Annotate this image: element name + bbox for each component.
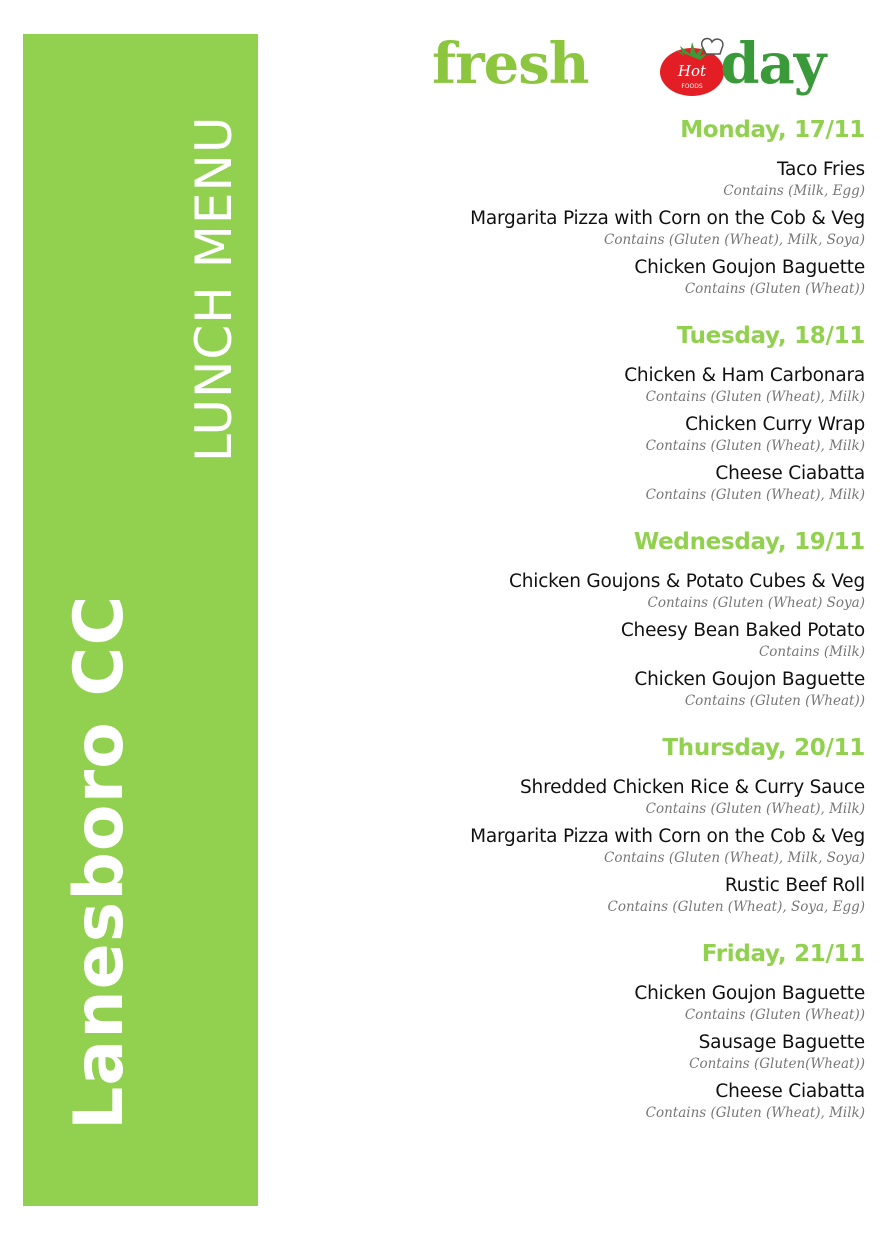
dish-name: Chicken Goujon Baguette	[634, 669, 865, 690]
dish-name: Taco Fries	[776, 159, 865, 180]
day-section	[345, 322, 865, 504]
weekly-menu	[345, 116, 865, 1146]
logo-word-today	[660, 32, 825, 96]
day-title: Wednesday, 19/11	[633, 529, 865, 555]
dish-name: Rustic Beef Roll	[724, 875, 865, 896]
dish-name: Chicken & Ham Carbonara	[624, 365, 865, 386]
club-name: Lanesboro CC	[60, 594, 139, 1130]
dish-name: Chicken Goujons & Potato Cubes & Veg	[509, 571, 865, 592]
dish-name: Chicken Curry Wrap	[685, 414, 865, 435]
dish-name: Cheese Ciabatta	[715, 1081, 865, 1102]
day-section	[345, 734, 865, 916]
dish-name: Margarita Pizza with Corn on the Cob & Veg	[470, 826, 865, 847]
allergen-info: Contains (Gluten(Wheat))	[689, 1056, 865, 1072]
day-section	[345, 940, 865, 1122]
day-section	[345, 116, 865, 298]
day-title: Thursday, 20/11	[662, 735, 865, 761]
allergen-info: Contains (Gluten (Wheat), Milk)	[645, 801, 865, 817]
allergen-info: Contains (Gluten (Wheat))	[684, 281, 865, 297]
allergen-info: Contains (Gluten (Wheat))	[684, 693, 865, 709]
dish-name: Margarita Pizza with Corn on the Cob & Veg	[470, 208, 865, 229]
allergen-info: Contains (Milk)	[758, 644, 865, 660]
allergen-info: Contains (Gluten (Wheat), Milk)	[645, 487, 865, 503]
day-title: Tuesday, 18/11	[676, 323, 865, 349]
logo-badge-foods: FOODS	[681, 83, 703, 90]
allergen-info: Contains (Milk, Egg)	[723, 183, 865, 199]
allergen-info: Contains (Gluten (Wheat))	[684, 1007, 865, 1023]
allergen-info: Contains (Gluten (Wheat), Soya, Egg)	[607, 899, 865, 915]
dish-name: Chicken Goujon Baguette	[634, 257, 865, 278]
dish-name: Sausage Baguette	[698, 1032, 865, 1053]
dish-name: Cheesy Bean Baked Potato	[620, 620, 865, 641]
day-title: Friday, 21/11	[701, 941, 865, 967]
logo-word-fresh: fresh	[432, 31, 589, 97]
lunch-menu-heading: LUNCH MENU	[185, 115, 243, 462]
allergen-info: Contains (Gluten (Wheat), Milk, Soya)	[603, 850, 865, 866]
allergen-info: Contains (Gluten (Wheat), Milk)	[645, 1105, 865, 1121]
allergen-info: Contains (Gluten (Wheat), Milk, Soya)	[603, 232, 865, 248]
allergen-info: Contains (Gluten (Wheat) Soya)	[647, 595, 865, 611]
logo-word-day: day	[720, 31, 826, 97]
dish-name: Cheese Ciabatta	[715, 463, 865, 484]
dish-name: Chicken Goujon Baguette	[634, 983, 865, 1004]
freshtoday-logo	[432, 32, 862, 100]
allergen-info: Contains (Gluten (Wheat), Milk)	[645, 438, 865, 454]
day-section	[345, 528, 865, 710]
dish-name: Shredded Chicken Rice & Curry Sauce	[520, 777, 865, 798]
day-title: Monday, 17/11	[680, 117, 865, 143]
logo-badge-hot: Hot	[677, 62, 707, 80]
allergen-info: Contains (Gluten (Wheat), Milk)	[645, 389, 865, 405]
